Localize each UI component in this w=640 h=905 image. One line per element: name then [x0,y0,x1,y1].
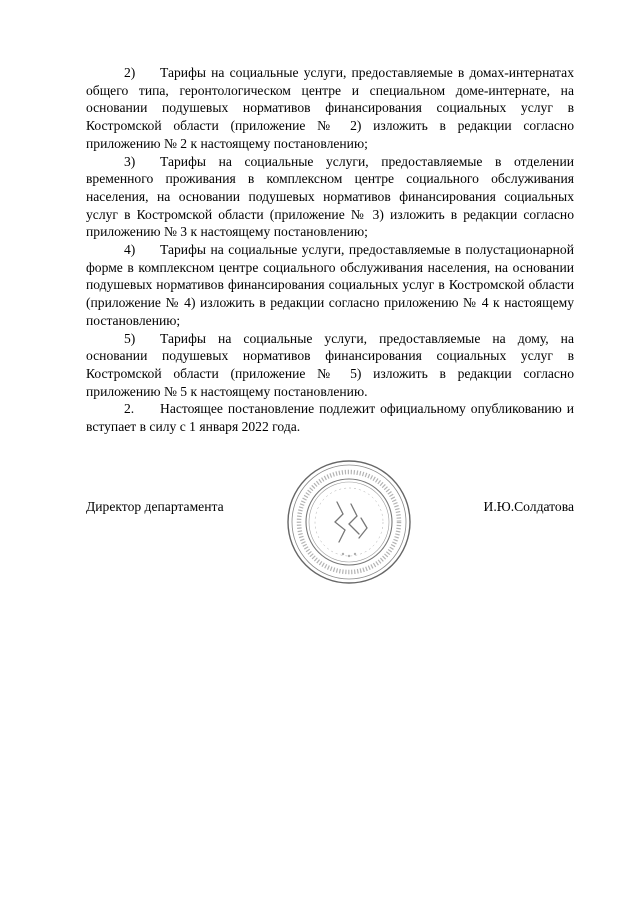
signatory-name: И.Ю.Солдатова [483,499,574,514]
paragraph-number: 4) [124,242,136,258]
signatory-position: Директор департамента [86,499,224,514]
paragraph-item-4 [86,241,574,330]
paragraph-text: Тарифы на социальные услуги, предоставляемые в отделении временного проживания в комплексном центре социального обслуживания населения, на основании подушевых нормативов финансирования социальных услуг в Костромской области (приложение № 3) изложить в редакции согласно приложению № 3 к настоящему постановлению; [86,153,574,240]
paragraph-number: 2. [124,401,135,417]
paragraph-text: Настоящее постановление подлежит официальному опубликованию и вступает в силу с 1 января 2022 года. [86,401,574,435]
paragraph-number: 5) [124,330,136,346]
paragraph-text: Тарифы на социальные услуги, предоставляемые в домах-интернатах общего типа, геронтологическом центре и специальном доме-интернате, на основании подушевых нормативов финансирования социальных услуг в Костромской области (приложение № 2) изложить в редакции согласно приложению № 2 к настоящему постановлению; [86,65,574,151]
paragraph-number: 3) [124,153,136,169]
paragraph-item-3 [86,153,574,242]
paragraph-item-5 [86,330,574,401]
document-body [86,64,574,436]
paragraph-text: Тарифы на социальные услуги, предоставляемые в полустационарной форме в комплексном центре социального обслуживания населения, на основании подушевых нормативов финансирования социальных услуг в Костромской области (приложение № 4) изложить в редакции согласно приложению № 4 к настоящему постановлению; [86,242,574,328]
official-seal-stamp [285,458,413,586]
paragraph-number: 2) [124,65,136,80]
paragraph-item-2 [86,64,574,153]
paragraph-text: Тарифы на социальные услуги, предоставляемые на дому, на основании подушевых нормативов финансирования социальных услуг в Костромской области (приложение № 5) изложить в редакции согласно приложению № 5 к настоящему постановлению. [86,330,574,399]
paragraph-section-2 [86,400,574,435]
